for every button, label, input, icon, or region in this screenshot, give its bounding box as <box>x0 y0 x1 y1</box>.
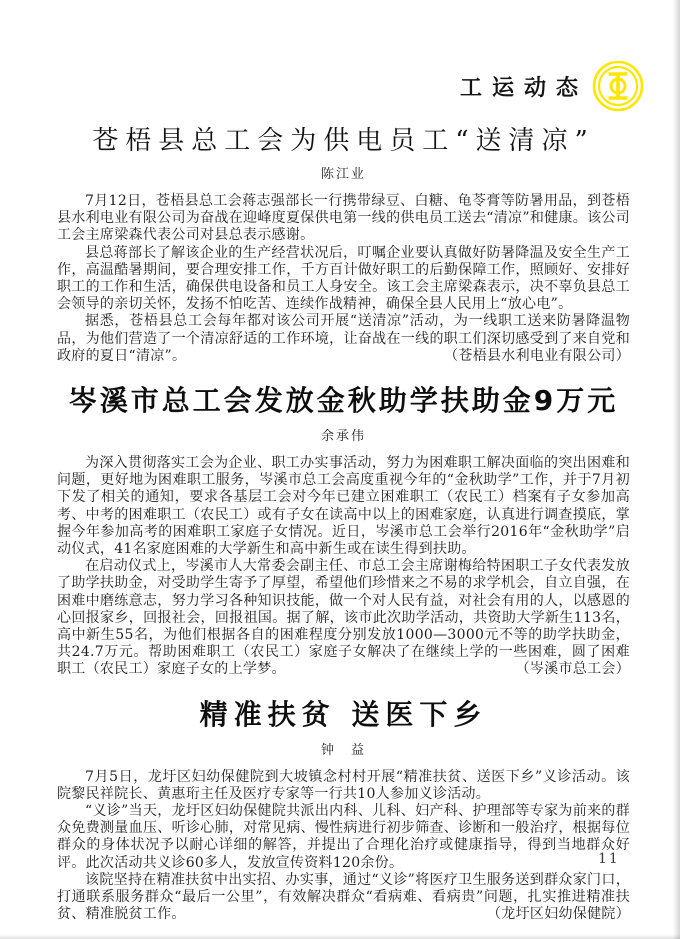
article-body <box>57 193 630 365</box>
article-title: 精准扶贫 送医下乡 <box>199 697 488 731</box>
article-songyixiaxiang <box>57 693 630 924</box>
trade-union-logo-icon <box>592 60 644 112</box>
article-attribution: （苍梧县水利电业有限公司） <box>444 347 630 364</box>
article-author: 余承伟 <box>320 429 366 445</box>
scan-edge-right <box>673 0 680 939</box>
article-author: 钟 益 <box>320 742 366 758</box>
paragraph: 7月12日，苍梧县总工会蒋志强部长一行携带绿豆、白糖、龟苓膏等防暑用品，到苍梧县水利电业有限公司为奋战在迎峰度夏保供电第一线的供电员工送去“清凉”和健康。该公司工会主席梁森代表公司对县总表示感谢。 <box>57 193 630 244</box>
article-author: 陈江业 <box>320 167 366 182</box>
scan-edge-bottom <box>0 934 680 939</box>
page-number: 11 <box>598 851 620 867</box>
article-body <box>57 769 630 924</box>
page-content <box>57 112 630 934</box>
article-body <box>57 455 630 679</box>
paragraph: 县总蒋部长了解该企业的生产经营状况后，叮嘱企业要认真做好防暑降温及安全生产工作，高温酷暑期间，要合理安排工作，千方百计做好职工的后勤保障工作，照顾好、安排好职工的工作和生活，确保供电设备和员工人身安全。该工会主席梁森表示，决不辜负县总工会领导的亲切关怀，发扬不怕吃苦、连续作战精神，确保全县人民用上“放心电”。 <box>57 244 630 313</box>
article-title: 苍梧县总工会为供电员工“送清凉” <box>92 126 595 156</box>
paragraph: 据悉，苍梧县总工会每年都对该公司开展“送清凉”活动，为一线职工送来防暑降温物品，为他们营造了一个清凉舒适的工作环境，让奋战在一线的职工们深切感受到了来自党和政府的夏日“清凉”。 （苍梧县水利电业有限公司） <box>57 313 630 364</box>
paragraph: “义诊”当天，龙圩区妇幼保健院共派出内科、儿科、妇产科、护理部等专家为前来的群众免费测量血压、听诊心肺，对常见病、慢性病进行初步筛查、诊断和一般治疗，根据每位群众的身体状况予以耐心详细的解答，并提出了合理化治疗或健康指导，得到当地群众好评。此次活动共义诊60多人，发放宣传资料120余份。 <box>57 803 630 871</box>
paragraph: 为深入贯彻落实工会为企业、职工办实事活动，努力为困难职工解决面临的突出困难和问题，更好地为困难职工服务，岑溪市总工会高度重视今年的“金秋助学”工作，并于7月初下发了相关的通知，要求各基层工会对今年已建立困难职工（农民工）档案有子女参加高考、中考的困难职工（农民工）或有子女在读高中以上的困难家庭，认真进行调查摸底，掌握今年参加高考的困难职工家庭子女情况。近日，岑溪市总工会举行2016年“金秋助学”启动仪式，41名家庭困难的大学新生和高中新生或在读生得到扶助。 <box>57 455 630 558</box>
article-songqingliang <box>57 120 630 365</box>
article-title: 岑溪市总工会发放金秋助学扶助金9万元 <box>68 384 619 418</box>
article-attribution: （龙圩区妇幼保健院） <box>487 906 630 923</box>
article-attribution: （岑溪市总工会） <box>515 661 630 678</box>
paragraph: 7月5日，龙圩区妇幼保健院到大坡镇念村村开展“精准扶贫、送医下乡”义诊活动。该院黎民祥院长、黄惠珩主任及医疗专家等一行共10人参加义诊活动。 <box>57 768 630 802</box>
paragraph: 在启动仪式上，岑溪市人大常委会副主任、市总工会主席谢梅给特困职工子女代表发放了助学扶助金，对受助学生寄予了厚望，希望他们珍惜来之不易的求学机会，自立自强，在困难中磨练意志，努力学习各种知识技能，做一个对人民有益，对社会有用的人，以感恩的心回报家乡，回报社会，回报祖国。据了解，该市此次助学活动，共资助大学新生113名，高中新生55名，为他们根据各自的困难程度分别发放1000—3000元不等的助学扶助金，共24.7万元。帮助困难职工（农民工）家庭子女解决了在继续上学的一些困难，圆了困难职工（农民工）家庭子女的上学梦。 （岑溪市总工会） <box>57 558 630 678</box>
section-label: 工运动态 <box>459 74 588 101</box>
section-header <box>460 60 644 112</box>
article-jinqiuzhuxue <box>57 379 630 679</box>
paragraph: 该院坚持在精准扶贫中出实招、办实事，通过“义诊”将医疗卫生服务送到群众家门口，打通联系服务群众“最后一公里”，有效解决群众“看病难、看病贵”问题，扎实推进精准扶贫、精准脱贫工作。 （龙圩区妇幼保健院） <box>57 871 630 923</box>
